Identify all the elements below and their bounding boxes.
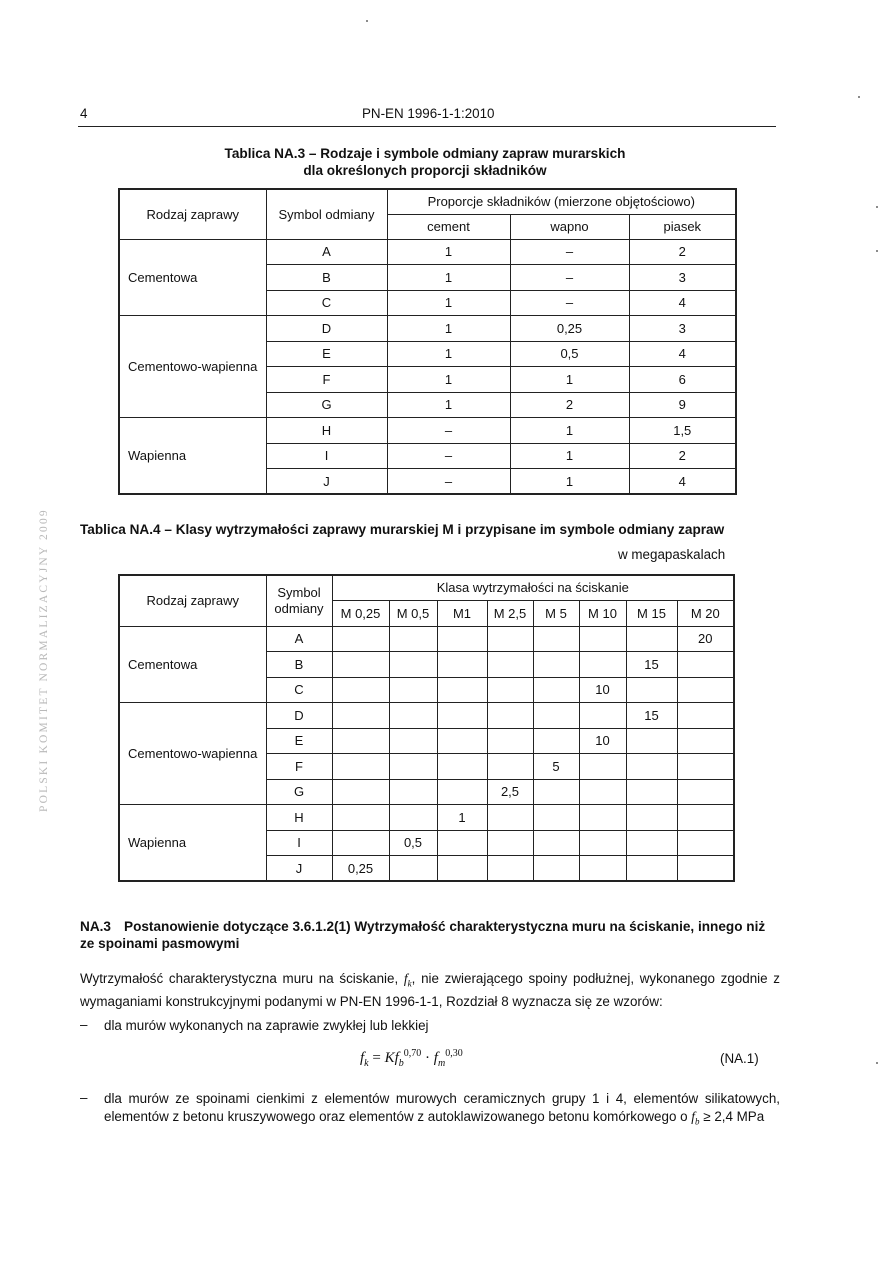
bullet-2	[104, 1090, 780, 1131]
class-value-cell	[677, 652, 734, 678]
sand-cell: 1,5	[629, 418, 736, 444]
class-value-cell: 5	[533, 754, 579, 780]
header-cement: cement	[387, 214, 510, 239]
cement-cell: 1	[387, 367, 510, 393]
lime-cell: 2	[510, 392, 629, 418]
header-class: M 10	[579, 600, 626, 626]
class-value-cell: 0,25	[332, 856, 389, 882]
table-row	[119, 316, 736, 342]
symbol-cell: D	[266, 316, 387, 342]
lime-cell: –	[510, 265, 629, 291]
lime-cell: 1	[510, 469, 629, 495]
symbol-cell: C	[266, 290, 387, 316]
header-class: M 0,25	[332, 600, 389, 626]
cement-cell: 1	[387, 392, 510, 418]
symbol-cell: H	[266, 805, 332, 831]
class-value-cell: 2,5	[487, 779, 533, 805]
class-value-cell	[389, 856, 437, 882]
class-value-cell	[332, 703, 389, 729]
sand-cell: 3	[629, 265, 736, 291]
lime-cell: –	[510, 239, 629, 265]
table-row	[119, 239, 736, 265]
class-value-cell: 1	[437, 805, 487, 831]
cement-cell: 1	[387, 239, 510, 265]
formula-na1: $f_k = Kf_b^{0,70} \cdot f_m^{0,30}$	[360, 1048, 463, 1069]
class-value-cell	[626, 728, 677, 754]
class-value-cell	[626, 754, 677, 780]
symbol-cell: J	[266, 469, 387, 495]
section-paragraph	[80, 970, 780, 1011]
header-kind: Rodzaj zaprawy	[119, 189, 266, 239]
class-value-cell	[437, 856, 487, 882]
class-value-cell	[533, 779, 579, 805]
bullet-2-text: ≥ 2,4 MPa	[699, 1108, 765, 1124]
symbol-cell: I	[266, 830, 332, 856]
table-na4-title: Tablica NA.4 – Klasy wytrzymałości zaprawy murarskiej M i przypisane im symbole odmiany zapraw	[80, 522, 725, 537]
class-value-cell	[389, 626, 437, 652]
lime-cell: 1	[510, 367, 629, 393]
header-rule	[78, 126, 776, 127]
class-value-cell	[487, 626, 533, 652]
header-sand: piasek	[629, 214, 736, 239]
class-value-cell	[487, 830, 533, 856]
class-value-cell	[579, 830, 626, 856]
table-na3-title-line2: dla określonych proporcji składników	[303, 163, 547, 178]
page-number: 4	[80, 106, 88, 121]
paragraph-text: , nie zwierającego spoiny podłużnej, wykonanego zgodnie z wymaganiami konstrukcyjnymi podanymi w PN-EN 1996-1-1, Rozdział 8 wyznacza się ze wzorów:	[80, 971, 780, 1010]
class-value-cell	[677, 830, 734, 856]
lime-cell: –	[510, 290, 629, 316]
class-value-cell	[437, 728, 487, 754]
class-value-cell	[332, 728, 389, 754]
class-value-cell: 15	[626, 703, 677, 729]
class-value-cell	[579, 626, 626, 652]
fk-symbol: $f_k$	[403, 971, 412, 989]
class-value-cell	[677, 754, 734, 780]
class-value-cell	[487, 677, 533, 703]
class-value-cell: 20	[677, 626, 734, 652]
class-value-cell	[579, 779, 626, 805]
header-class: M 15	[626, 600, 677, 626]
bullet-dash: –	[80, 1017, 88, 1032]
symbol-cell: G	[266, 779, 332, 805]
class-value-cell	[533, 805, 579, 831]
kind-cell: Cementowo-wapienna	[119, 703, 266, 805]
class-value-cell	[626, 677, 677, 703]
class-value-cell	[332, 652, 389, 678]
class-value-cell	[487, 805, 533, 831]
class-value-cell	[332, 830, 389, 856]
symbol-cell: F	[266, 367, 387, 393]
class-value-cell	[579, 856, 626, 882]
class-value-cell	[677, 728, 734, 754]
header-class: M 20	[677, 600, 734, 626]
sand-cell: 9	[629, 392, 736, 418]
section-title: Postanowienie dotyczące 3.6.1.2(1) Wytrzymałość charakterystyczna muru na ściskanie, innego niż ze spoinami pasmowymi	[80, 919, 766, 951]
kind-cell: Cementowa	[119, 626, 266, 703]
class-value-cell	[533, 728, 579, 754]
header-kind: Rodzaj zaprawy	[119, 575, 266, 626]
header-class: M 0,5	[389, 600, 437, 626]
class-value-cell	[626, 856, 677, 882]
symbol-cell: E	[266, 341, 387, 367]
class-value-cell	[533, 677, 579, 703]
class-value-cell	[332, 626, 389, 652]
symbol-cell: H	[266, 418, 387, 444]
kind-cell: Wapienna	[119, 418, 266, 495]
class-value-cell	[437, 703, 487, 729]
class-value-cell	[487, 856, 533, 882]
paragraph-text: Wytrzymałość charakterystyczna muru na ściskanie,	[80, 971, 404, 986]
unit-note: w megapaskalach	[618, 547, 726, 562]
symbol-cell: F	[266, 754, 332, 780]
class-value-cell	[332, 754, 389, 780]
sand-cell: 2	[629, 443, 736, 469]
class-value-cell	[533, 856, 579, 882]
standard-reference: PN-EN 1996-1-1:2010	[362, 106, 495, 121]
symbol-cell: A	[266, 239, 387, 265]
table-na3-title-line1: Tablica NA.3 – Rodzaje i symbole odmiany zapraw murarskich	[224, 146, 626, 161]
symbol-cell: B	[266, 265, 387, 291]
class-value-cell	[677, 805, 734, 831]
sand-cell: 4	[629, 341, 736, 367]
table-na4	[118, 574, 735, 882]
table-row	[119, 805, 734, 831]
kind-cell: Cementowo-wapienna	[119, 316, 266, 418]
table-na3	[118, 188, 737, 495]
sand-cell: 4	[629, 290, 736, 316]
header-strength-class: Klasa wytrzymałości na ściskanie	[332, 575, 734, 600]
sand-cell: 3	[629, 316, 736, 342]
class-value-cell: 15	[626, 652, 677, 678]
lime-cell: 0,5	[510, 341, 629, 367]
kind-cell: Cementowa	[119, 239, 266, 316]
header-class: M 5	[533, 600, 579, 626]
class-value-cell: 0,5	[389, 830, 437, 856]
class-value-cell	[437, 830, 487, 856]
class-value-cell	[579, 652, 626, 678]
lime-cell: 1	[510, 418, 629, 444]
table-row	[119, 418, 736, 444]
class-value-cell	[626, 779, 677, 805]
header-proportions: Proporcje składników (mierzone objętościowo)	[387, 189, 736, 214]
class-value-cell	[677, 779, 734, 805]
section-number: NA.3	[80, 919, 111, 934]
class-value-cell	[487, 728, 533, 754]
class-value-cell	[389, 652, 437, 678]
table-na3-title	[150, 145, 700, 179]
bullet-1: dla murów wykonanych na zaprawie zwykłej lub lekkiej	[104, 1018, 429, 1033]
section-heading	[80, 918, 780, 952]
symbol-cell: D	[266, 703, 332, 729]
cement-cell: –	[387, 418, 510, 444]
watermark: POLSKI KOMITET NORMALIZACYJNY 2009	[38, 508, 50, 812]
symbol-cell: E	[266, 728, 332, 754]
lime-cell: 0,25	[510, 316, 629, 342]
scan-speck	[876, 250, 878, 252]
class-value-cell	[437, 626, 487, 652]
class-value-cell	[626, 626, 677, 652]
header-symbol-line1: Symbol	[277, 584, 321, 600]
symbol-cell: G	[266, 392, 387, 418]
lime-cell: 1	[510, 443, 629, 469]
cement-cell: 1	[387, 265, 510, 291]
sand-cell: 6	[629, 367, 736, 393]
class-value-cell	[677, 703, 734, 729]
bullet-2-text: dla murów ze spoinami cienkimi z elementów murowych ceramicznych grupy 1 i 4, elementów silikatowych, elementów z betonu kruszywowego oraz elementów z autoklawizowanego betonu komórkowego o	[104, 1091, 780, 1124]
header-symbol-line2: odmiany	[274, 600, 324, 616]
class-value-cell	[579, 754, 626, 780]
table-row	[119, 703, 734, 729]
class-value-cell	[437, 754, 487, 780]
equation-label: (NA.1)	[720, 1051, 759, 1066]
class-value-cell: 10	[579, 728, 626, 754]
class-value-cell	[389, 779, 437, 805]
class-value-cell	[389, 703, 437, 729]
bullet-dash: –	[80, 1090, 88, 1105]
class-value-cell	[533, 652, 579, 678]
symbol-cell: J	[266, 856, 332, 882]
class-value-cell	[389, 754, 437, 780]
cement-cell: 1	[387, 316, 510, 342]
class-value-cell	[533, 703, 579, 729]
header-symbol	[266, 575, 332, 626]
kind-cell: Wapienna	[119, 805, 266, 882]
cement-cell: 1	[387, 341, 510, 367]
class-value-cell	[487, 652, 533, 678]
cement-cell: 1	[387, 290, 510, 316]
scan-speck	[876, 1062, 878, 1064]
class-value-cell	[626, 805, 677, 831]
header-class: M 2,5	[487, 600, 533, 626]
class-value-cell	[437, 677, 487, 703]
symbol-cell: C	[266, 677, 332, 703]
header-class: M1	[437, 600, 487, 626]
header-lime: wapno	[510, 214, 629, 239]
symbol-cell: A	[266, 626, 332, 652]
class-value-cell	[487, 754, 533, 780]
class-value-cell	[579, 805, 626, 831]
class-value-cell: 10	[579, 677, 626, 703]
class-value-cell	[677, 677, 734, 703]
table-row	[119, 626, 734, 652]
class-value-cell	[332, 805, 389, 831]
cement-cell: –	[387, 443, 510, 469]
class-value-cell	[437, 779, 487, 805]
class-value-cell	[389, 728, 437, 754]
class-value-cell	[533, 830, 579, 856]
symbol-cell: B	[266, 652, 332, 678]
class-value-cell	[579, 703, 626, 729]
header-symbol: Symbol odmiany	[266, 189, 387, 239]
class-value-cell	[389, 805, 437, 831]
class-value-cell	[533, 626, 579, 652]
symbol-cell: I	[266, 443, 387, 469]
sand-cell: 4	[629, 469, 736, 495]
class-value-cell	[487, 703, 533, 729]
scan-speck	[876, 206, 878, 208]
table-na4-body	[119, 626, 734, 881]
class-value-cell	[677, 856, 734, 882]
class-value-cell	[332, 677, 389, 703]
class-value-cell	[626, 830, 677, 856]
class-value-cell	[389, 677, 437, 703]
class-value-cell	[332, 779, 389, 805]
sand-cell: 2	[629, 239, 736, 265]
cement-cell: –	[387, 469, 510, 495]
fb-symbol: $f_b$	[691, 1108, 700, 1127]
scan-speck	[366, 20, 368, 22]
class-value-cell	[437, 652, 487, 678]
scan-speck	[858, 96, 860, 98]
